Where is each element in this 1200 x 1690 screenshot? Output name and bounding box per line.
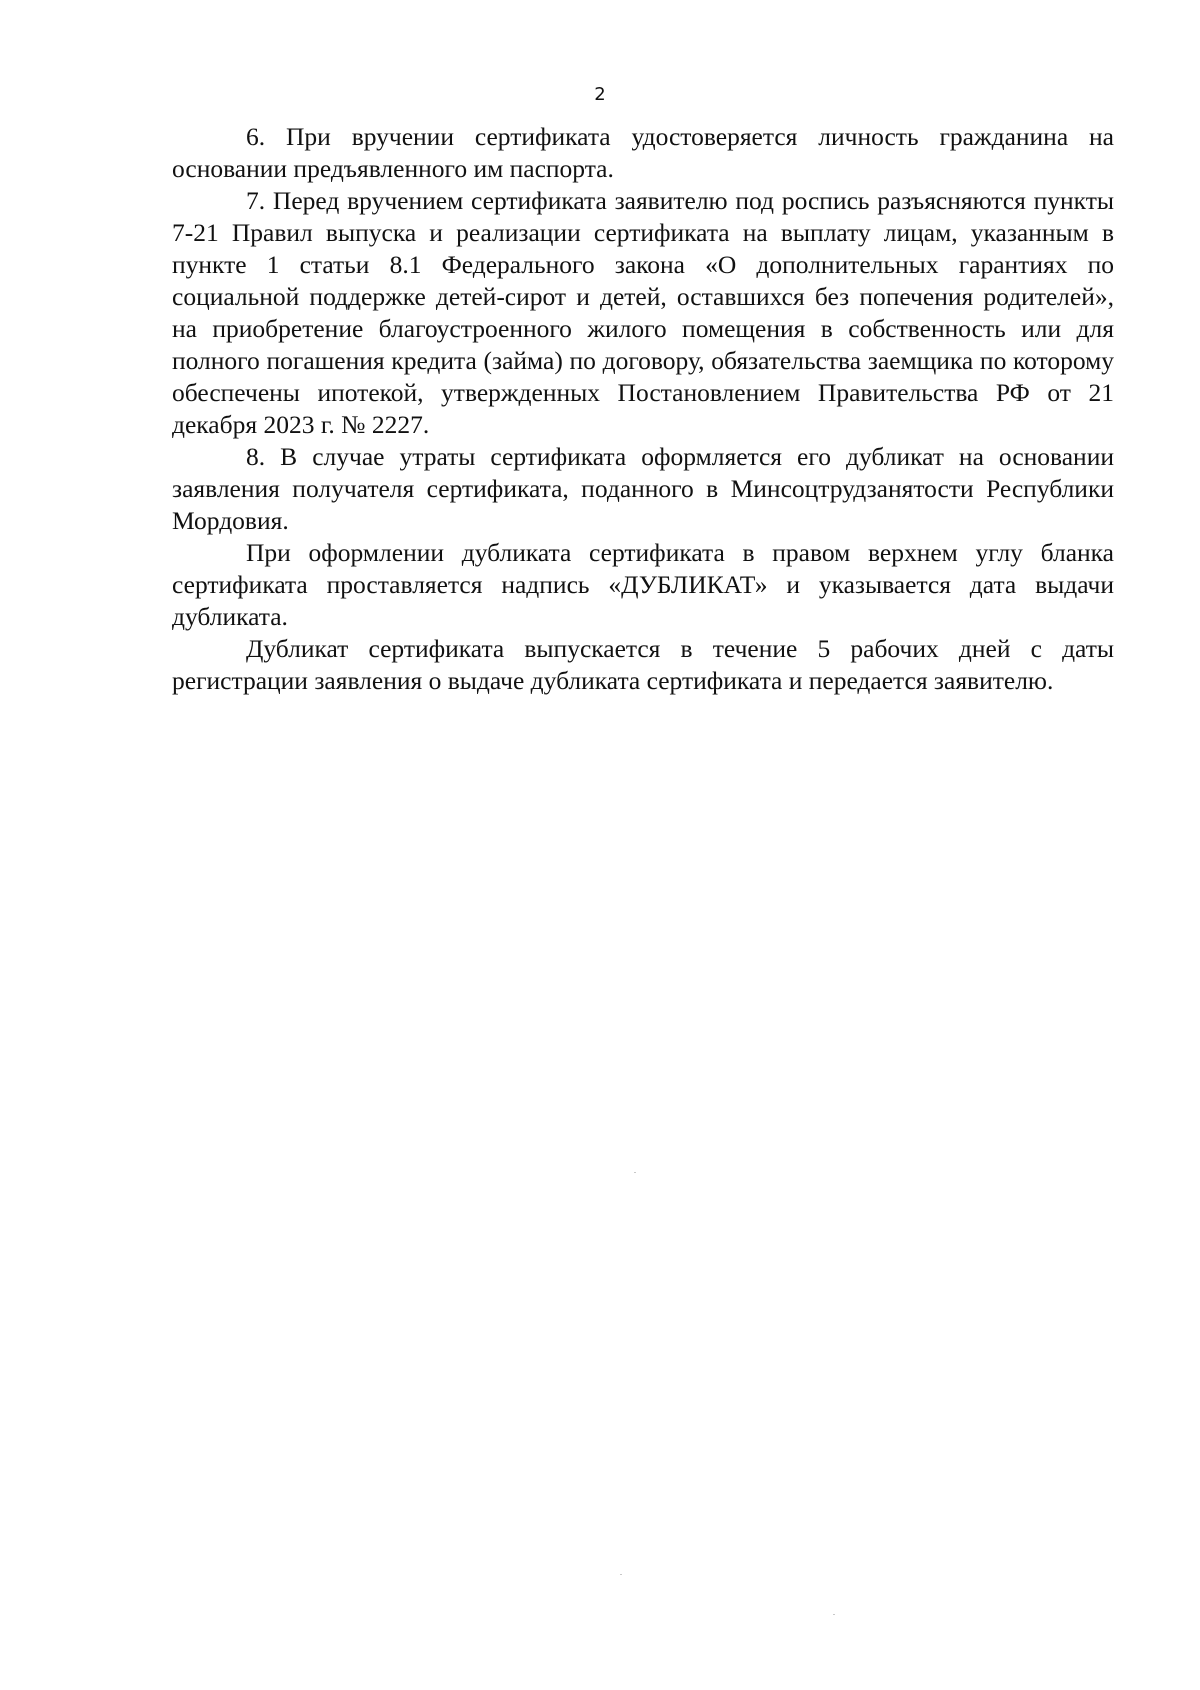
paragraph-duplicate-timing: Дубликат сертификата выпускается в течение 5 рабочих дней с даты регистрации заявления о выдаче дубликата сертификата и передается заявителю.: [172, 634, 1114, 695]
page-number: 2: [594, 84, 606, 105]
document-body: [172, 121, 1114, 697]
scan-speck: [634, 1172, 636, 1173]
scan-speck: [833, 1614, 835, 1615]
paragraph-item-6: 6. При вручении сертификата удостоверяется личность гражданина на основании предъявленного им паспорта.: [172, 122, 1114, 183]
scan-speck: [620, 1574, 622, 1575]
paragraph-item-8: 8. В случае утраты сертификата оформляется его дубликат на основании заявления получателя сертификата, поданного в Минсоцтрудзанятости Республики Мордовия.: [172, 442, 1114, 535]
paragraph-item-7: 7. Перед вручением сертификата заявителю под роспись разъясняются пункты 7-21 Правил выпуска и реализации сертификата на выплату лицам, указанным в пункте 1 статьи 8.1 Федерального закона «О дополнительных гарантиях по социальной поддержке детей-сирот и детей, оставшихся без попечения родителей», на приобретение благоустроенного жилого помещения в собственность или для полного погашения кредита (займа) по договору, обязательства заемщика по которому обеспечены ипотекой, утвержденных Постановлением Правительства РФ от 21 декабря 2023 г. № 2227.: [172, 186, 1114, 439]
paragraph-duplicate-marking: При оформлении дубликата сертификата в правом верхнем углу бланка сертификата проставляется надпись «ДУБЛИКАТ» и указывается дата выдачи дубликата.: [172, 538, 1114, 631]
